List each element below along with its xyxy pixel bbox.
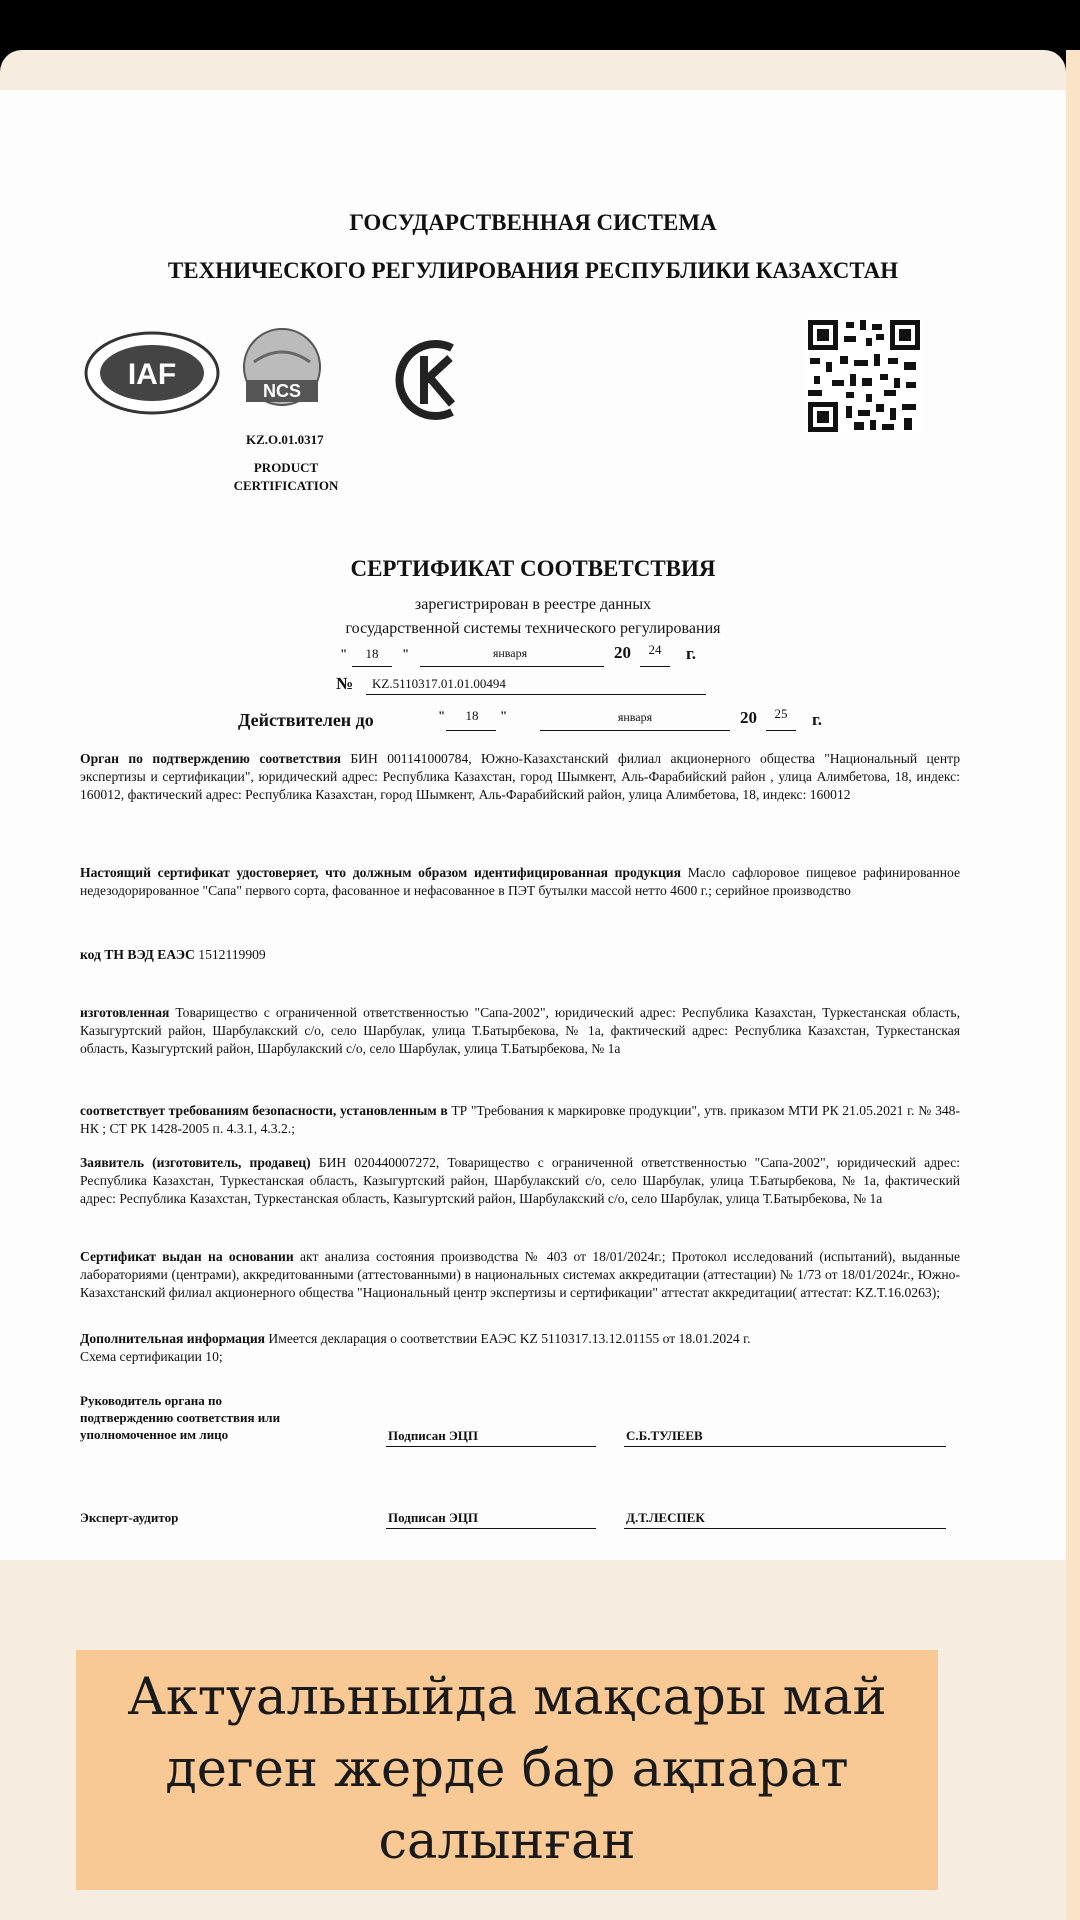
side-edge	[1066, 50, 1080, 1920]
reg-day: 18	[365, 646, 379, 661]
manufacturer-paragraph	[80, 1004, 960, 1058]
reg-year-prefix: 20	[614, 643, 631, 662]
extra-paragraph	[80, 1330, 960, 1366]
valid-year: 25	[774, 706, 788, 721]
applicant-text: БИН 020440007272, Товарищество с ограниченной ответственностью "Сапа-2002", юридический адрес: Республика Казахстан, Туркестанская область, Казыгуртский район, Шарбулакский с/о, село Шарбулак, улица Т.Батырбекова, № 1а, фактический адрес: Республика Казахстан, Туркестанская область, Казыгуртский район, Шарбулакский с/о, село Шарбулак, улица Т.Батырбекова, № 1а	[80, 1155, 961, 1206]
certificate-title: СЕРТИФИКАТ СООТВЕТСТВИЯ	[350, 556, 716, 581]
tnved-paragraph	[80, 946, 960, 964]
tnved-code: 1512119909	[198, 947, 266, 962]
expert-signature: Подписан ЭЦП	[388, 1510, 479, 1525]
valid-day: 18	[465, 708, 479, 723]
applicant-paragraph	[80, 1154, 960, 1208]
valid-month-line	[540, 730, 730, 731]
status-bar	[0, 0, 1080, 50]
valid-quote-close: "	[500, 708, 508, 723]
basis-label: Сертификат выдан на основании	[80, 1249, 294, 1264]
system-text: государственной системы технического регулирования	[345, 620, 721, 637]
reg-quote-close: "	[402, 646, 410, 661]
certification-label: CERTIFICATION	[233, 478, 339, 493]
head-title-line-1: Руководитель органа по	[80, 1393, 222, 1408]
reg-year-line	[640, 666, 670, 667]
header-line-2: ТЕХНИЧЕСКОГО РЕГУЛИРОВАНИЯ РЕСПУБЛИКИ КАЗАХСТАН	[167, 258, 899, 283]
product-label: PRODUCT	[253, 460, 319, 475]
certificate-document	[0, 90, 1066, 1560]
organ-text: БИН 001141000784, Южно-Казахстанский филиал акционерного общества "Национальный центр экспертизы и сертификации", юридический адрес: Республика Казахстан, город Шымкент, Аль-Фарабийский район , улица Алимбетова, 18, индекс: 160012, фактический адрес: Республика Казахстан, город Шымкент, Аль-Фарабийский район, улица Алимбетова, 18, индекс: 160012	[80, 751, 960, 802]
valid-day-line	[446, 730, 496, 731]
cert-label: Настоящий сертификат удостоверяет, что должным образом идентифицированная продукция	[80, 865, 681, 880]
iaf-logo-text: IAF	[127, 358, 177, 391]
expert-signature-line	[386, 1528, 596, 1529]
conformity-paragraph	[80, 1102, 960, 1138]
reg-month-line	[420, 666, 604, 667]
valid-until-label: Действителен до	[238, 710, 374, 730]
ncs-logo	[232, 322, 332, 422]
organ-label: Орган по подтверждению соответствия	[80, 751, 341, 766]
number-label: №	[336, 674, 354, 693]
caption-banner: Актуальныйда мақсары май деген жерде бар ақпарат салынған	[76, 1650, 938, 1890]
certificate-number: KZ.5110317.01.01.00494	[372, 676, 506, 691]
valid-year-prefix: 20	[740, 708, 757, 727]
head-title	[80, 1392, 280, 1443]
basis-paragraph	[80, 1248, 960, 1302]
conforms-label: соответствует требованиям безопасности, установленным в	[80, 1103, 448, 1118]
head-title-line-3: уполномоченное им лицо	[80, 1427, 229, 1442]
reg-month: января	[492, 646, 528, 660]
head-signature-line	[386, 1446, 596, 1447]
extra-text: Имеется декларация о соответствии ЕАЭС KZ 5110317.13.12.01155 от 18.01.2024 г.	[268, 1331, 751, 1346]
valid-month: января	[617, 710, 653, 724]
number-line	[366, 694, 706, 695]
tnved-label: код ТН ВЭД ЕАЭС	[80, 947, 195, 962]
story-card[interactable]	[0, 50, 1066, 1920]
registered-text: зарегистрирован в реестре данных	[414, 596, 652, 613]
head-name-line	[624, 1446, 946, 1447]
valid-quote-open: "	[438, 708, 446, 723]
made-text: Товарищество с ограниченной ответственностью "Сапа-2002", юридический адрес: Республика Казахстан, Туркестанская область, Казыгуртский район, Шарбулакский с/о, село Шарбулак, улица Т.Батырбекова, № 1а, фактический адрес: Республика Казахстан, Туркестанская область, Казыгуртский район, Шарбулакский с/о, село Шарбулак, улица Т.Батырбекова, № 1а	[80, 1005, 960, 1056]
applicant-label: Заявитель (изготовитель, продавец)	[80, 1155, 311, 1170]
accreditation-code: KZ.O.01.0317	[246, 432, 324, 447]
extra-label: Дополнительная информация	[80, 1331, 266, 1346]
iaf-logo	[82, 328, 222, 418]
kz-conformity-mark	[380, 330, 480, 430]
valid-year-suffix: г.	[812, 710, 823, 729]
expert-name: Д.Т.ЛЕСПЕК	[626, 1510, 705, 1525]
cert-text: Масло сафлоровое пищевое рафинированное недезодорированное "Сапа" первого сорта, фасованное и нефасованное в ПЭТ бутылки массой нетто 4600 г.; серийное производство	[80, 865, 960, 898]
head-title-line-2: подтверждению соответствия или	[80, 1410, 281, 1425]
head-name: С.Б.ТУЛЕЕВ	[626, 1428, 703, 1443]
reg-quote-open: "	[340, 646, 348, 661]
qr-code	[806, 318, 922, 434]
reg-year-suffix: г.	[686, 644, 697, 663]
scheme-text: Схема сертификации 10;	[80, 1349, 223, 1364]
expert-title: Эксперт-аудитор	[80, 1510, 179, 1525]
valid-year-line	[766, 730, 796, 731]
made-label: изготовленная	[80, 1005, 170, 1020]
head-signature: Подписан ЭЦП	[388, 1428, 479, 1443]
basis-text: акт анализа состояния производства № 403 от 18/01/2024г.; Протокол исследований (испытаний), выданные лабораториями (центрами), аккредитованными (аттестованными) в национальных системах аккредитации (аттестации) № 1/73 от 18/01/2024г., Южно-Казахстанский филиал акционерного общества "Национальный центр экспертизы и сертификации" аттестат аккредитации( аттестат: KZ.T.16.0263);	[80, 1249, 960, 1300]
expert-name-line	[624, 1528, 946, 1529]
product-paragraph	[80, 864, 960, 900]
reg-day-line	[352, 666, 392, 667]
conforms-text: ТР "Требования к маркировке продукции", утв. приказом МТИ РК 21.05.2021 г. № 348-НК ; СТ РК 1428-2005 п. 4.3.1, 4.3.2.;	[80, 1103, 960, 1136]
header-line-1: ГОСУДАРСТВЕННАЯ СИСТЕМА	[349, 210, 717, 235]
organ-paragraph	[80, 750, 960, 804]
ncs-logo-text: NCS	[262, 381, 302, 401]
reg-year: 24	[648, 642, 662, 657]
